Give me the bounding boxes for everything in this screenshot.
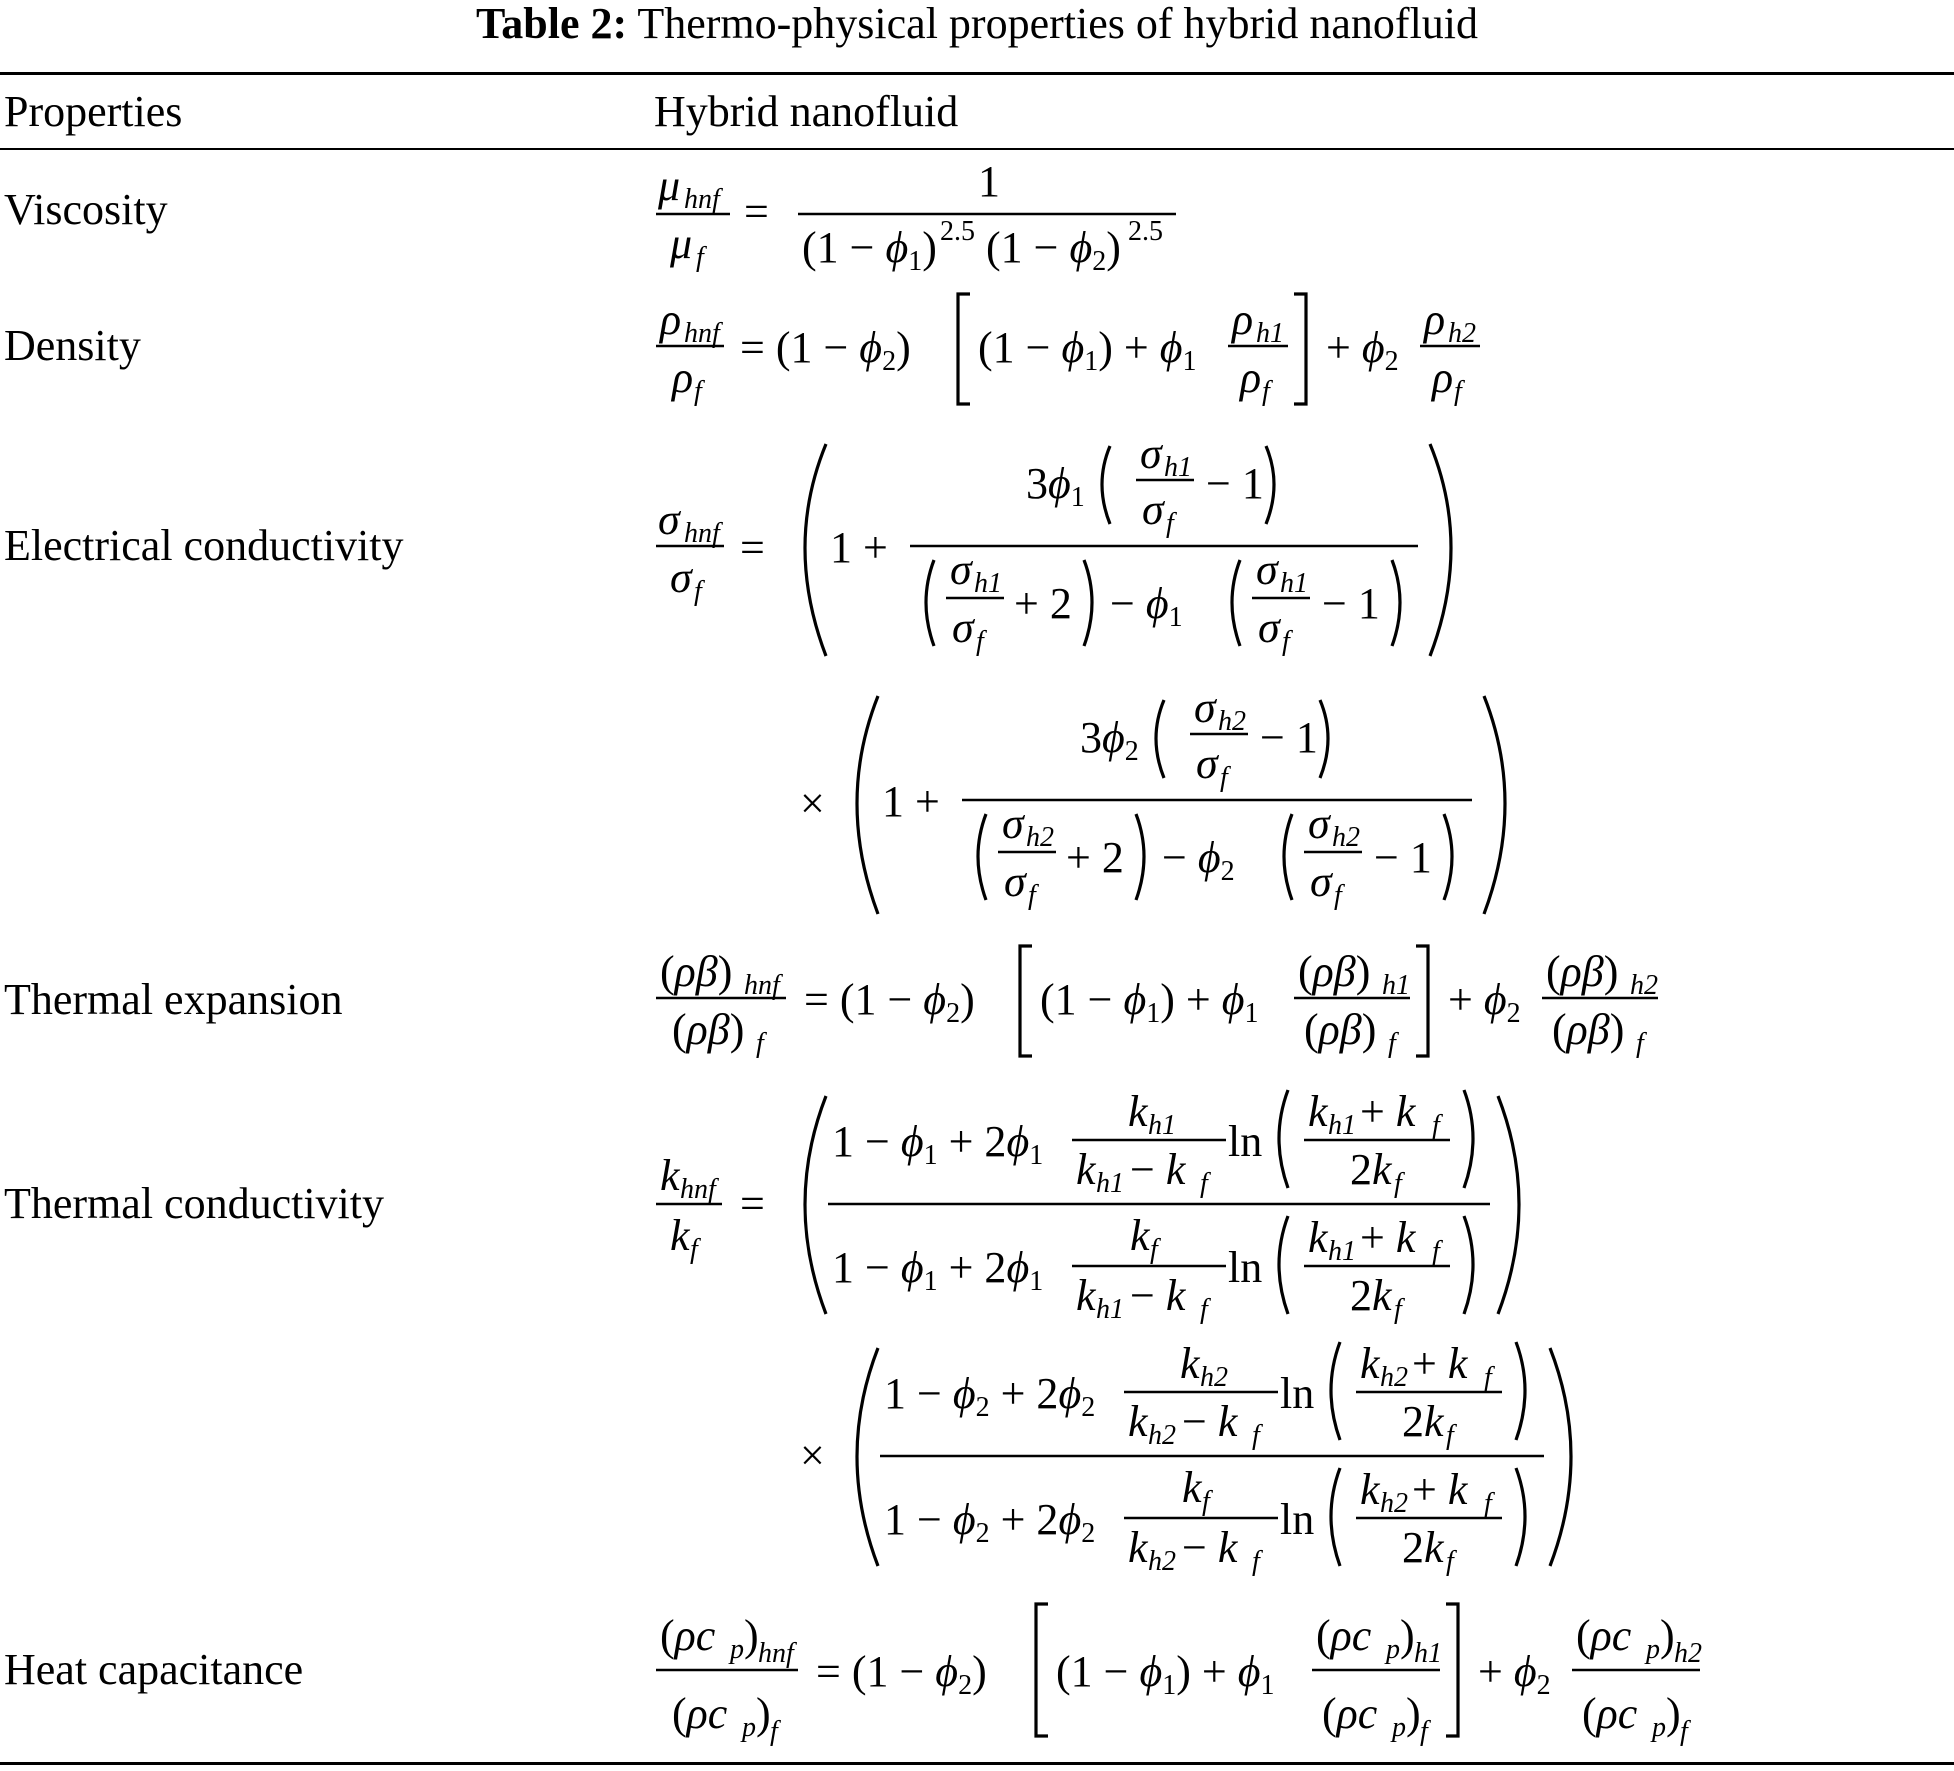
caption-label: Table 2: <box>475 0 628 48</box>
svg-text:h2: h2 <box>1380 1362 1408 1393</box>
svg-text:ln: ln <box>1228 1117 1263 1166</box>
svg-text:): ) <box>1406 1689 1421 1738</box>
svg-text:= (1 − ϕ2): = (1 − ϕ2) <box>740 323 911 377</box>
svg-text:(ρβ): (ρβ) <box>1546 947 1619 996</box>
svg-text:1 − ϕ2 + 2ϕ2: 1 − ϕ2 + 2ϕ2 <box>884 1369 1096 1423</box>
svg-text:− 1: − 1 <box>1206 459 1264 508</box>
svg-text:ρ: ρ <box>1232 295 1254 344</box>
svg-text:h2: h2 <box>1448 318 1476 349</box>
property-electrical-conductivity: Electrical conductivity <box>4 521 404 570</box>
svg-text:f: f <box>770 1716 778 1747</box>
svg-text:hnf: hnf <box>684 318 720 349</box>
svg-text:h2: h2 <box>1380 1488 1408 1519</box>
svg-text:k: k <box>1128 1087 1148 1136</box>
svg-text:p: p <box>1646 1634 1660 1665</box>
svg-text:f: f <box>1484 1362 1492 1393</box>
svg-text:p: p <box>1392 1712 1406 1743</box>
svg-text:f: f <box>1388 1028 1396 1059</box>
svg-text:h1: h1 <box>1096 1168 1124 1199</box>
svg-text:f: f <box>1420 1716 1428 1747</box>
svg-text:h1: h1 <box>1096 1294 1124 1325</box>
svg-text:− 1: − 1 <box>1260 713 1318 762</box>
svg-text:σ: σ <box>658 495 680 544</box>
svg-text:=: = <box>740 1179 765 1228</box>
svg-text:+ k: + k <box>1360 1213 1416 1262</box>
svg-text:k: k <box>1128 1523 1148 1572</box>
formula-electrical-conductivity <box>656 429 1451 657</box>
svg-text:k: k <box>1130 1211 1150 1260</box>
svg-text:f: f <box>1262 376 1270 407</box>
svg-text:f: f <box>694 576 702 607</box>
svg-text:− ϕ1: − ϕ1 <box>1110 579 1183 633</box>
property-thermal-conductivity: Thermal conductivity <box>4 1179 384 1228</box>
svg-text:f: f <box>1150 1234 1158 1265</box>
svg-text:f: f <box>696 242 704 273</box>
formula-thermal-conductivity-continued <box>800 1339 1571 1577</box>
svg-text:h1: h1 <box>1414 1638 1442 1669</box>
svg-text:= (1 − ϕ2): = (1 − ϕ2) <box>804 975 975 1029</box>
svg-text:(ρc: (ρc <box>660 1611 716 1660</box>
svg-text:hnf: hnf <box>744 970 780 1001</box>
caption-text: Thermo-physical properties of hybrid nanofluid <box>637 0 1479 48</box>
svg-text:f: f <box>756 1028 764 1059</box>
svg-text:f: f <box>1202 1486 1210 1517</box>
svg-text:f: f <box>1680 1716 1688 1747</box>
svg-text:+ 2: + 2 <box>1066 833 1124 882</box>
svg-text:k: k <box>1308 1213 1328 1262</box>
svg-text:hnf: hnf <box>684 518 720 549</box>
svg-text:k: k <box>1180 1339 1200 1388</box>
svg-text:h2: h2 <box>1630 970 1658 1001</box>
svg-text:f: f <box>1282 626 1290 657</box>
svg-text:p: p <box>730 1634 744 1665</box>
svg-text:ln: ln <box>1228 1243 1263 1292</box>
svg-text:k: k <box>1360 1465 1380 1514</box>
svg-text:f: f <box>1432 1236 1440 1267</box>
svg-text:1 − ϕ1 + 2ϕ1: 1 − ϕ1 + 2ϕ1 <box>832 1243 1044 1297</box>
svg-text:=: = <box>744 187 769 236</box>
svg-text:σ: σ <box>1004 857 1026 906</box>
svg-text:σ: σ <box>950 545 972 594</box>
svg-text:h1: h1 <box>974 568 1002 599</box>
svg-text:(ρβ): (ρβ) <box>660 947 733 996</box>
svg-text:σ: σ <box>1258 603 1280 652</box>
svg-text:ln: ln <box>1280 1369 1315 1418</box>
svg-text:ln: ln <box>1280 1495 1315 1544</box>
svg-text:h1: h1 <box>1382 970 1410 1001</box>
svg-text:+ 2: + 2 <box>1014 579 1072 628</box>
svg-text:(1 − ϕ1) + ϕ1: (1 − ϕ1) + ϕ1 <box>1056 1647 1275 1701</box>
svg-text:f: f <box>1028 880 1036 911</box>
svg-text:×: × <box>800 1431 825 1480</box>
svg-text:p: p <box>742 1712 756 1743</box>
svg-text:h2: h2 <box>1674 1638 1702 1669</box>
svg-text:(ρc: (ρc <box>1316 1611 1372 1660</box>
svg-text:f: f <box>1394 1168 1402 1199</box>
svg-text:h1: h1 <box>1328 1236 1356 1267</box>
svg-text:(1 − ϕ1) + ϕ1: (1 − ϕ1) + ϕ1 <box>1040 975 1259 1029</box>
svg-text:k: k <box>670 1211 690 1260</box>
svg-text:μ: μ <box>670 219 693 268</box>
svg-text:+ k: + k <box>1412 1465 1468 1514</box>
svg-text:− k: − k <box>1182 1523 1238 1572</box>
formula-thermal-conductivity <box>656 1087 1519 1325</box>
svg-text:(ρc: (ρc <box>1582 1689 1638 1738</box>
svg-text:×: × <box>800 779 825 828</box>
svg-text:(ρc: (ρc <box>1576 1611 1632 1660</box>
svg-text:σ: σ <box>1256 545 1278 594</box>
svg-text:f: f <box>1252 1420 1260 1451</box>
svg-text:): ) <box>1400 1611 1415 1660</box>
svg-text:σ: σ <box>1308 799 1330 848</box>
formula-electrical-conductivity-continued <box>800 683 1505 914</box>
svg-text:+ ϕ2: + ϕ2 <box>1448 975 1521 1029</box>
svg-text:=: = <box>740 523 765 572</box>
svg-text:1: 1 <box>978 157 1000 206</box>
svg-text:1 +: 1 + <box>830 523 888 572</box>
column-header-hybrid-nanofluid: Hybrid nanofluid <box>654 87 959 136</box>
svg-text:(1 − ϕ1) + ϕ1: (1 − ϕ1) + ϕ1 <box>978 323 1197 377</box>
svg-text:f: f <box>1200 1294 1208 1325</box>
svg-text:2.5: 2.5 <box>1128 216 1163 247</box>
svg-text:p: p <box>1652 1712 1666 1743</box>
svg-text:− k: − k <box>1130 1145 1186 1194</box>
svg-text:+ k: + k <box>1360 1087 1416 1136</box>
formula-density <box>656 294 1480 407</box>
svg-text:h1: h1 <box>1280 568 1308 599</box>
svg-text:f: f <box>1200 1168 1208 1199</box>
svg-text:+ ϕ2: + ϕ2 <box>1478 1647 1551 1701</box>
svg-text:2k: 2k <box>1350 1145 1392 1194</box>
svg-text:f: f <box>1220 762 1228 793</box>
svg-text:ρ: ρ <box>672 353 694 402</box>
svg-text:+ ϕ2: + ϕ2 <box>1326 323 1399 377</box>
svg-text:f: f <box>1446 1420 1454 1451</box>
svg-text:σ: σ <box>1196 739 1218 788</box>
svg-text:f: f <box>1636 1028 1644 1059</box>
svg-text:f: f <box>694 376 702 407</box>
svg-text:h1: h1 <box>1164 452 1192 483</box>
svg-text:k: k <box>1076 1145 1096 1194</box>
svg-text:2.5: 2.5 <box>940 216 975 247</box>
property-heat-capacitance: Heat capacitance <box>4 1645 304 1694</box>
svg-text:): ) <box>744 1611 759 1660</box>
svg-text:f: f <box>1334 880 1342 911</box>
svg-text:): ) <box>1660 1611 1675 1660</box>
svg-text:ρ: ρ <box>660 295 682 344</box>
property-thermal-expansion: Thermal expansion <box>4 975 343 1024</box>
svg-text:h2: h2 <box>1148 1546 1176 1577</box>
svg-text:1 − ϕ2 + 2ϕ2: 1 − ϕ2 + 2ϕ2 <box>884 1495 1096 1549</box>
svg-text:h2: h2 <box>1026 822 1054 853</box>
svg-text:k: k <box>1308 1087 1328 1136</box>
svg-text:(ρc: (ρc <box>672 1689 728 1738</box>
svg-text:σ: σ <box>952 603 974 652</box>
svg-text:σ: σ <box>1140 429 1162 478</box>
svg-text:f: f <box>1252 1546 1260 1577</box>
svg-text:− k: − k <box>1182 1397 1238 1446</box>
svg-text:f: f <box>1454 376 1462 407</box>
svg-text:f: f <box>1484 1488 1492 1519</box>
svg-text:hnf: hnf <box>680 1174 716 1205</box>
svg-text:k: k <box>1128 1397 1148 1446</box>
svg-text:σ: σ <box>1002 799 1024 848</box>
svg-text:f: f <box>1446 1546 1454 1577</box>
svg-text:hnf: hnf <box>758 1638 794 1669</box>
svg-text:h2: h2 <box>1332 822 1360 853</box>
property-viscosity: Viscosity <box>4 185 168 234</box>
svg-text:1 +: 1 + <box>882 777 940 826</box>
svg-text:h1: h1 <box>1148 1110 1176 1141</box>
svg-text:(ρc: (ρc <box>1322 1689 1378 1738</box>
svg-text:2k: 2k <box>1350 1271 1392 1320</box>
property-density: Density <box>4 321 141 370</box>
svg-text:k: k <box>1076 1271 1096 1320</box>
svg-text:− k: − k <box>1130 1271 1186 1320</box>
svg-text:+ k: + k <box>1412 1339 1468 1388</box>
svg-text:h1: h1 <box>1328 1110 1356 1141</box>
svg-text:= (1 − ϕ2): = (1 − ϕ2) <box>816 1647 987 1701</box>
svg-text:h2: h2 <box>1148 1420 1176 1451</box>
svg-text:μ: μ <box>658 161 681 210</box>
svg-text:(ρβ): (ρβ) <box>1298 947 1371 996</box>
svg-text:h2: h2 <box>1200 1362 1228 1393</box>
formula-viscosity <box>656 157 1176 277</box>
svg-text:3ϕ1: 3ϕ1 <box>1026 459 1085 513</box>
svg-text:k: k <box>660 1151 680 1200</box>
svg-text:2k: 2k <box>1402 1397 1444 1446</box>
column-header-properties: Properties <box>4 87 183 136</box>
svg-text:k: k <box>1360 1339 1380 1388</box>
svg-text:p: p <box>1386 1634 1400 1665</box>
svg-text:(ρβ): (ρβ) <box>1304 1005 1377 1054</box>
svg-text:k: k <box>1182 1463 1202 1512</box>
svg-text:ρ: ρ <box>1432 353 1454 402</box>
svg-text:3ϕ2: 3ϕ2 <box>1080 713 1139 767</box>
svg-text:(ρβ): (ρβ) <box>672 1005 745 1054</box>
svg-text:σ: σ <box>1142 485 1164 534</box>
svg-text:ρ: ρ <box>1240 353 1262 402</box>
svg-text:− ϕ2: − ϕ2 <box>1162 833 1235 887</box>
svg-text:): ) <box>1666 1689 1681 1738</box>
svg-text:f: f <box>1432 1110 1440 1141</box>
svg-text:f: f <box>976 626 984 657</box>
svg-text:(ρβ): (ρβ) <box>1552 1005 1625 1054</box>
svg-text:h1: h1 <box>1256 318 1284 349</box>
svg-text:− 1: − 1 <box>1322 579 1380 628</box>
svg-text:h2: h2 <box>1218 706 1246 737</box>
svg-text:ρ: ρ <box>1424 295 1446 344</box>
svg-text:): ) <box>756 1689 771 1738</box>
svg-text:f: f <box>1394 1294 1402 1325</box>
svg-text:(1 − ϕ2): (1 − ϕ2) <box>986 223 1121 277</box>
svg-text:f: f <box>690 1234 698 1265</box>
svg-text:2k: 2k <box>1402 1523 1444 1572</box>
svg-text:f: f <box>1166 508 1174 539</box>
svg-text:− 1: − 1 <box>1374 833 1432 882</box>
svg-text:σ: σ <box>670 553 692 602</box>
formula-thermal-expansion <box>656 946 1658 1059</box>
svg-text:σ: σ <box>1310 857 1332 906</box>
svg-text:hnf: hnf <box>684 184 720 215</box>
svg-text:1 − ϕ1 + 2ϕ1: 1 − ϕ1 + 2ϕ1 <box>832 1117 1044 1171</box>
formula-heat-capacitance <box>656 1604 1702 1747</box>
svg-text:(1 − ϕ1): (1 − ϕ1) <box>802 223 937 277</box>
svg-text:σ: σ <box>1194 683 1216 732</box>
